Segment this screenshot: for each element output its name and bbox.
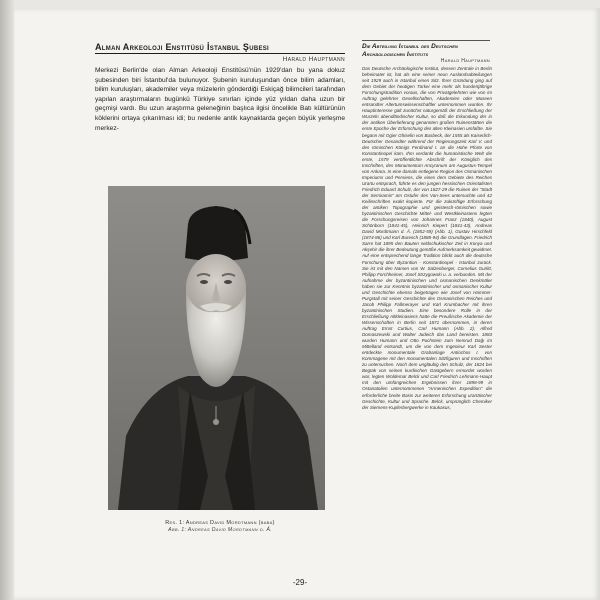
book-gutter [0,0,14,600]
portrait-photo-illustration [108,186,325,510]
left-article-body: Merkezi Berlin'de olan Alman Arkeoloji Enstitüsü'nün 1929'dan bu yana dokuz şubesinden biri İstanbul'da bulunuyor. Şubenin kuruluşundan önce bilim adamları, bilim kuruluşları, akademiler veya müzelerin gönderdiği Eskiçağ bilimcileri tarafından yapılan araştırmaların bugünkü Türkiye sınırları içinde yüz yıldan daha uzun bir geçmişi vardı. Bu uzun araştırma geleneğinin başlıca ilgisi öncelikle Batı kültürünün köklerini ortaya çıkarılması idi; bu nedenle antik kaynaklarda geçen büyük yerleşme merkez- [95,67,345,132]
page-number: -29- [292,578,308,587]
right-article-author: Harald Hauptmann [440,58,490,64]
caption-german: Abb. 1: Andreas David Mordtmann d. Ä. [168,527,272,533]
right-article-title: Die Abteilung Istanbul des Deutschen Archäologischen Instituts [362,40,490,59]
left-article-author: Harald Hauptmann [282,56,345,63]
caption-turkish: Res. 1: Andreas David Mordtmann (baba) [165,520,275,526]
portrait-photo [108,186,325,510]
right-article-body: Das Deutsche Archäologische Institut, dessen Zentrale in Berlin beheimatet ist, hat als eine seiner neun Auslandsabteilungen seit 1929 auch in Istanbul einen Sitz. Ihrer Gründung ging auf dem Gebiet der heutigen Türkei eine mehr als hundertjährige Forschungstradition voraus, die von Privatgelehrten wie von im Auftrag gelehrter Gesellschaften, Akademien oder Museen entsandter Altertumswissenschaftler unternommen wurden. Ihr Hauptinteresse galt zunächst naturgemäß der Erschließung der Wurzeln abendländischer Kultur, so daß die Erkundung der in der antiken Überlieferung genannten großen Ruinenstätten die erste Epoche der Erforschung des alten Kleinasien umfaßte. Sie begann mit Ogier Ghiselin von Busbeck, der 1555 als Kaiserlich-Deutscher Gesandter während der Regierungszeit Karl V. und des römischen Königs Ferdinand I. an die Hohe Pforte von Konstantinopel kam. Ihm verdankt die humanistische Welt die erste, 1579 veröffentlichte Abschrift der Königlich des Inschriften, des Monumentum Ancyranum am Augustus-Tempel von Ankara. In eine damals entlegene Region des Osmanischen Imperiums und Persiens, die eines dem Gebiete des Reiches Urartu entsprach, führte es den jungen hessischen Orientalisten Friedrich Eduard Schulz, der von 1827-29 die Ruinen der "Stadt der Semiramis" am Ostufer des Van-Sees untersuchte und 42 Keilinschriften exakt kopierte. Für die zukünftige Erforschung der antiken Topographie und geistesch-römischen sowie byzantinischen Geschichte Mittel- und Westkleinasiens legten die Forschungsreisen von Johannes Franz (1840), August Schönborn (1841-45), Heinrich Kiepert (1841-43), Andreas David Mordtmann d. Ä. (1852-59) (Abb. 1), Gustav Hirschfeld (1874-86) und Karl Buresch (1888-94) die Grundlagen. Friedrich Sarre hat 1895 den Bauten seldschukischer Zeit in Konya und Akşehir die ihrer Bedeutung gemäße Aufmerksamkeit gewidmet. Auf eine entsprechend lange Tradition blickt auch die deutsche Forschung über Byzantion - Konstantinopel - Istanbul zurück. Sie ist mit den Namen von W. Salzenberger, Cornelius Gurlitt, Philipp Forchheimer, Josef Strzygowski u. a. verbunden. Mit der Aufnahme der byzantinischen und osmanischen Denkmäler haben sie zur Kenntnis byzantinischer und osmanischer Kultur und Geschichte ebenso beigetragen wie Josef von Hammer-Purgstall mit seiner Geschichte des Osmanischen Reiches und Jacob Philipp Fallmerayer und Karl Krumbacher mit ihren byzantinischen Studien. Eine besondere Rolle in der Erschließung Altkleinasiens hatte die Preußische Akademie der Wissenschaften in Berlin seit 1871 übernommen, in deren Auftrag Ernst Curtius, Carl Humann (Abb. 2), Alfred Domaszewski und Walter Judeich das Land bereisten. 1883 wurden Humann und Otto Puchstein zum Nemrud Dağı im Mittelland entsandt, um die von dem Ingenieur Karl Sester entdeckte monumentale Grabanlage Antiochos I. von Kommagene mit den monumentalen Sitzfiguren und Inschriften zu untersuchen. Noch dem ungläubig den Schulz, der 1824 bei Begtak von seinen kurdischen Gastgebern ermordet worden war, legten Woldemar Belck und Carl Friedrich Lehmann-Haupt mit den umfangreichen Ergebnissen ihrer 1898-99 in Ostanatolien unternommenen "Armenischen Expedition" die erforderliche breite Basis zur weiteren Erforschung urartäischer Geschichte, Kultur und Sprache. Belck, ursprünglich Chemiker der Siemens-Kupferbergwerke in Kaukasus, [362,66,492,410]
left-article-title: Alman Arkeoloji Enstitüsü İstanbul Şubesi [95,42,345,54]
